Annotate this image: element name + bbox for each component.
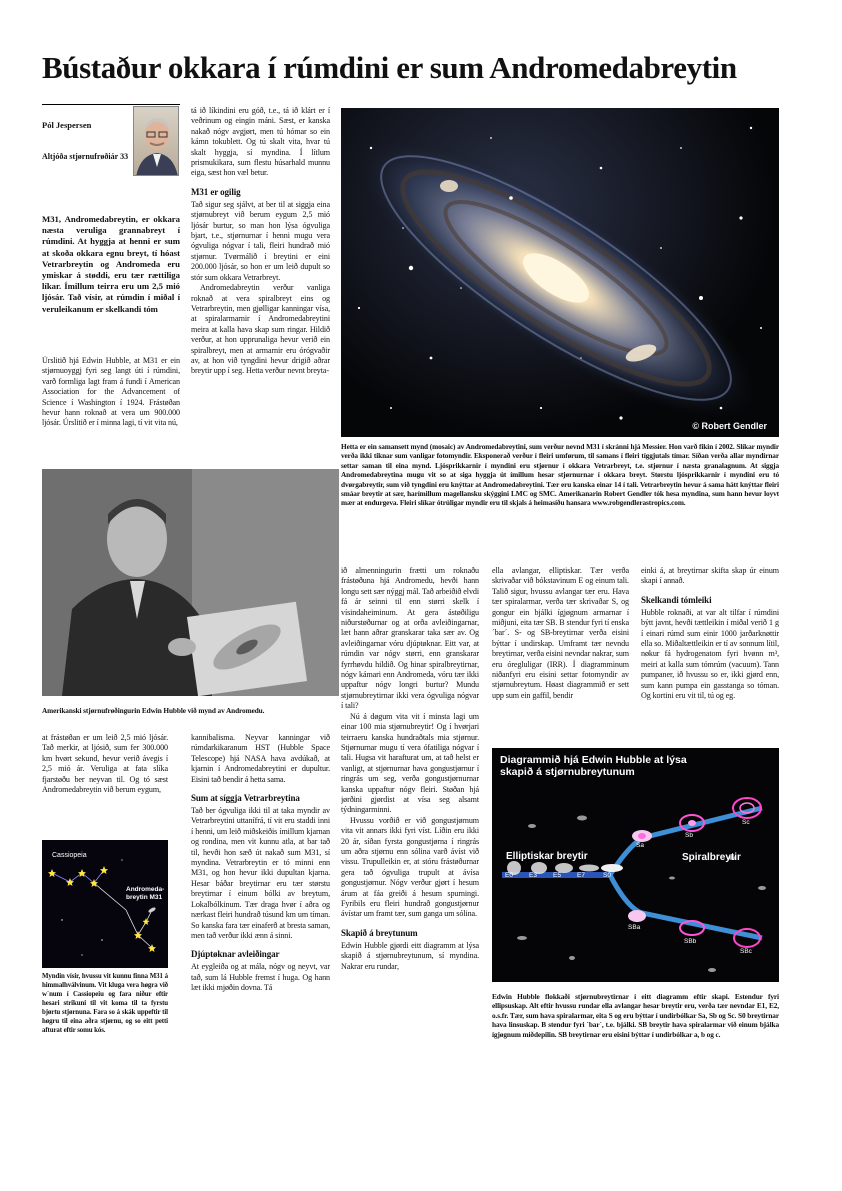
paragraph: Tað sigur seg sjálvt, at ber til at siggja eina stjørnubreyt við berum eygum 2,5 mió ljósár burtur, so man hon lýsa ógvuliga bjart, t.e., stjørnurnar í henni mugu vera ógvuliga nógvar í tali, fleiri hundrað mió stjørnur. Tvørmálið í breytini er eini 200.000 ljósár, so hon er um leið dupult so stór sum okkara Vetrarbreyt.	[191, 199, 330, 282]
author-portrait	[133, 106, 179, 176]
tick-label: Sa	[636, 842, 644, 849]
cassiopeia-label: Cassiopeia	[52, 852, 87, 859]
galaxy-caption: Hetta er ein samansett mynd (mosaic) av Andromedabreytini, sum verður nevnd M31 í skránni hjá Messier. Hon varð fikin í 2002. Slíkar myndir verða ikki tiknar sum vanligar fotomyndir. Eksponerað verður í fleiri umførum, til samans í fleiri tíggjutals tímar. Síðan verða allar myndirnar settar saman til eina mynd. Ljósprikkarnir í myndini eru stjørnur í okkara Vetrarbreyt, t.e. stjørnur í næsta granalagnum. At siggja Andromedabreytina mugu vit so at siga hyggja út ímillum hesar stjørnurnar í okkara breyt. Størstu ljósprikkarnir í myndini eru tó dvørgabreytir, sum við tyngdini eru knýttar at Andromedabreytini. Tær eru kanska einar 14 í tali. Vetrarbreytin hevur á sama hátt knýttar fleiri smáar breytir at sær, harímillum magellansku skýggini LMC og SMC. Amerikanarin Robert Gendler tók hesa myndina, sum hann hevur loyvt mær at endurgeva. Fleiri slíkar ótrúligar myndir eru til skjals á heimasíðu hansara www.robgendlerastropics.com.	[341, 442, 779, 508]
paragraph: Tað ber ógvuliga ikki til at taka myndir av Vetrarbreytini uttanífrá, tí vit eru staddi inni í henni, um leið miðskeiðis ímillum kjarnan og rondina, men vit kunnu atla, at bar tað til, hevði hon sæð út nakað sum M31, sí myndina. Vetrarbreytin er tó minni enn M31, og hon hevur ikki dupultan kjarna. Hesar báðar breytirnar eru tær størstu breytirnar í einum bólki av breytum, Lokalbólkinum. Tær draga hvør í aðra og nærkast fleiri hundrað túsund km um tíman. So kanska fara tær einaferð at bresta saman, men tað verður ikki ænn á sinni.	[191, 806, 330, 940]
paragraph: kannibalisma. Neyvar kanningar við rúmdarkikaranum HST (Hubble Space Telescope) hjá NASA hava avdúkað, at kjarnin í Andromedabreytini er dupultur. Eisini tað bendir á hetta sama.	[191, 733, 330, 784]
tick-label: E0	[505, 872, 513, 879]
author-name: Pól Jespersen	[42, 120, 92, 130]
tick-label: S0	[603, 872, 611, 879]
tick-label: SBb	[684, 938, 697, 945]
column-4	[492, 566, 629, 746]
edwin-hubble-photo	[42, 469, 339, 696]
tick-label: Sc	[742, 819, 750, 826]
author-role: Altjóða stjørnufrøðiár 33	[42, 152, 129, 161]
tick-label: E7	[577, 872, 585, 879]
diagram-title: Diagrammið hjá Edwin Hubble at lýsa skapið á stjørnubreytunum	[500, 754, 687, 778]
tick-label: E5	[553, 872, 561, 879]
section-heading: Djúptøknar avleiðingar	[191, 949, 280, 960]
section-heading: Sum at síggja Vetrarbreytina	[191, 793, 300, 804]
paragraph: At eygleiða og at mála, nógv og neyvt, var tað, sum lá Hubble fremst í huga. Og hann læt ikki mjøðin dovna. Tá	[191, 962, 330, 993]
spiral-label: Spiralbreytir	[682, 852, 741, 863]
column-1-bottom	[42, 733, 168, 833]
paragraph: Edwin Hubble gjørdi eitt diagramm at lýsa skapið á stjørnubreytunum, sí myndina. Nakrar eru rundar,	[341, 940, 479, 971]
paragraph: Hubble roknaði, at var alt tilfar í rúmdini býtt javnt, hevði tættleikin í miðal verið 1 g í einari rúmd sum einir 1000 jarðarknøttir ella so. Miðaltættleikin er tí av sonnum lítil, nøkur fá hydrogenatom fyri hvønn m³, meiri at kalla sum tómrúm (vacuum). Tann pumpaner, ið hvussu so er, ikki gjørd enn, sum kann pumpa ein gasstanga so tóman. Og kortini eru vit til, tú og eg.	[641, 607, 779, 701]
article-title: Bústaður okkara í rúmdini er sum Andromedabreytin	[42, 50, 737, 85]
paragraph: ella avlangar, elliptiskar. Tær verða skrivaðar við bókstavinum E og einum tali. Talið sigur, hvussu avlangar tær eru. Hava tær spiralarmar, verða tær skrivaðar S, og gongur ein bjálki ígjøgnum armarnar í miðjuni, eita tær SB. B stendur fyri tí enska ´bar´. S- og SB-breytirnar verða eisini býttar í undirskap. Umframt tær nevndu breytirnar, verða eisini nevndar nakrar, sum eru óregluligar (IRR). Í diagramminum niðanfyri eru eisini settar fotomyndir av stjørnubreytum. Høast diagrammið er sett upp sum ein gaffil, bendir	[492, 566, 629, 700]
column-3	[341, 566, 479, 1066]
cassiopeia-star-chart	[42, 840, 168, 968]
photo-credit: © Robert Gendler	[692, 421, 767, 431]
section-heading: M31 er ogilig	[191, 186, 241, 197]
section-heading: Skelkandi tómleiki	[641, 594, 712, 605]
tick-label: SBa	[628, 924, 641, 931]
author-divider	[42, 104, 180, 105]
paragraph: Hvussu vorðið er við gongustjørnum vita vit annars ikki fyri víst. Líðin eru ikki 20 ár, síðan fyrsta gongustjørna í ringrás um aðra stjørnu enn sólina varð ávíst við vissu. Trupulleikin er, at stóru frástøðurnar gera tað ógvuliga trupult at ávísa gongustjørnur. Nógv verður gjørt í hesum árum at fáa greiði á hesum spurningi. Fyribils eru fleiri hundrað gongustjørnur ávístar um framt tær, sum ganga um sólina.	[341, 815, 479, 919]
paragraph: Nú á døgum vita vit í minsta lagi um einar 100 mia stjørnubreytir! Og í hvørjari teirraeru kanska hundraðtals mia stjørnur. Stjørnurnar mugu tí vera ófatiliga nógvar í tali. Hugsa vit harafturat um, at tað helst er vanligt, at stjørnurnar hava gongustjørnur í ringrás um seg, verða gongustjørnurnar kanska uppaftur nógv fleiri. Støðan hjá jørðini gjørdist at vísa seg alsamt týdningarminni.	[341, 711, 479, 815]
section-heading: Skapið á breytunum	[341, 927, 418, 938]
paragraph: Úrslitið hjá Edwin Hubble, at M31 er ein stjørnuoyggj fyri seg langt úti í rúmdini, varð formliga lagt fram á fundi í American Association for the Advancement of Science í Washington í 1924. Frástøðan hevur hann roknað at vera um 900.000 ljósár. Úrslitið er í minna lagi, tí vit vita nú,	[42, 356, 180, 428]
column-2-bottom	[191, 733, 330, 1063]
paragraph: Andromedabreytin verður vanliga roknað at vera spiralbreyt eins og Vetrarbreytin, men gjølligar kanningar vísa, at spiralarmarnir í Andromedabreytini meira at kalla hava skap sum ringar. Hildið verður, at hon upprunaliga hevur verið ein spiralbreyt, men at armarnir eru órógvaðir av, at hon við tyngdini hevur drigið aðrar breytir upp í seg. Hetta verður nevnt breyta-	[191, 283, 330, 376]
andromeda-galaxy-photo	[341, 108, 779, 437]
column-5	[641, 566, 779, 746]
m31-label: Andromeda-breytin M31	[126, 886, 165, 901]
hubble-tuning-fork-diagram	[492, 748, 779, 982]
cassiopeia-caption: Myndin vísir, hvussu vit kunnu finna M31 á himmalhválvinum. Vit kluga vera høgra við w´num í Cassiopeiu og fara niður eftir hesari strikuni til vit koma til ta fyrstu bjørtu stjørnuna. Fara so á skák uppeftir til høgru til eina aðra stjørnu, og so eitt petti afturat eftir somu kós.	[42, 973, 168, 1034]
column-1-top	[42, 356, 180, 456]
hubble-caption: Amerikanski stjørnufrøðingurin Edwin Hubble við mynd av Andromedu.	[42, 706, 265, 715]
tick-label: E3	[529, 872, 537, 879]
lead-paragraph: M31, Andromedabreytin, er okkara næsta veruliga grannabreyt í rúmdini. At hyggja at henni er sum at skoða okkara egnu breyt, tí hóast Vetrarbreytin og Andromeda eru ymiskar á støddi, eru tær rættiliga líkar. Ímillum teirra eru um 2,5 mió ljósár. Tað vísir, at rúmdin í miðal í veruleikanum er skelkandi tóm	[42, 214, 180, 314]
paragraph: ið almenningurin frætti um roknaðu frástøðuna hjá Andromedu, hevði hann longu sett sær nýggj mál. Tað arbeiðið elvdi fá ár seinni til enn størri skelk í vísindaheiminum. At gera ástøðiligu niðurstøðurnar og at orða avleiðingarnar, læt hann aðrar granskarar taka sær av. Og avleiðingarnar vóru djúptøknar. Eitt var, at rúmdin var nógv størri, enn granskarar fyrrhøvdu hildið. Og hinar spiralbreytirnar, nógv kámari enn Andromeda, vóru tær ikki uppaftur nógv longri burtur? Mundu stjørnubreytirnar ikki vera ógvuliga nógvar í tali?	[341, 566, 479, 711]
tuning-fork-caption: Edwin Hubble flokkaði stjørnubreytirnar í eitt diagramm eftir skapi. Estendur fyri ellipsuskap. Alt eftir hvussu rundar ella avlangar hesar breytir eru, verða tær nevndar E1, E2, o.s.fr. Tær, sum hava spiralarmar, eita S og eru býttar í undirbólkar Sa, Sb og Sc. S0 breytirnar hava linsuskap. B stendur fyri ´bar´, t.e. bjálki. SB breytir hava spiralarmar við einum bjálka ígjøgnum miðdepilin. SB breytirnar eru eisini býttar í undirbólkar a, b og c.	[492, 992, 779, 1039]
tick-label: SBc	[740, 948, 752, 955]
tick-label: Sb	[685, 832, 693, 839]
paragraph: einki á, at breytirnar skifta skap úr einum skapi í annað.	[641, 566, 779, 586]
elliptical-label: Elliptiskar breytir	[506, 851, 588, 862]
paragraph: tá ið líkindini eru góð, t.e., tá ið klárt er í veðrinum og eingin máni. Sæst, er kanska nakað nógv avgjørt, men tú hómar so ein kámn tokublett. Og tú skalt vita, hvar tú skalt hyggja, sí myndina. Í lítlum prismukikara, sum flestu húsarhald munnu eiga, sæst hon væl betur.	[191, 106, 330, 178]
column-2-top	[191, 106, 330, 456]
paragraph: at frástøðan er um leið 2,5 mió ljósár. Tað merkir, at ljósið, sum fer 300.000 km hvørt sekund, hevur verið ávegis í 2,5 mió ár. Veruliga at fata slíka fjarstøðu ber neyvan til. Og tó sæst Andromedabreytin við berum eygum,	[42, 733, 168, 795]
